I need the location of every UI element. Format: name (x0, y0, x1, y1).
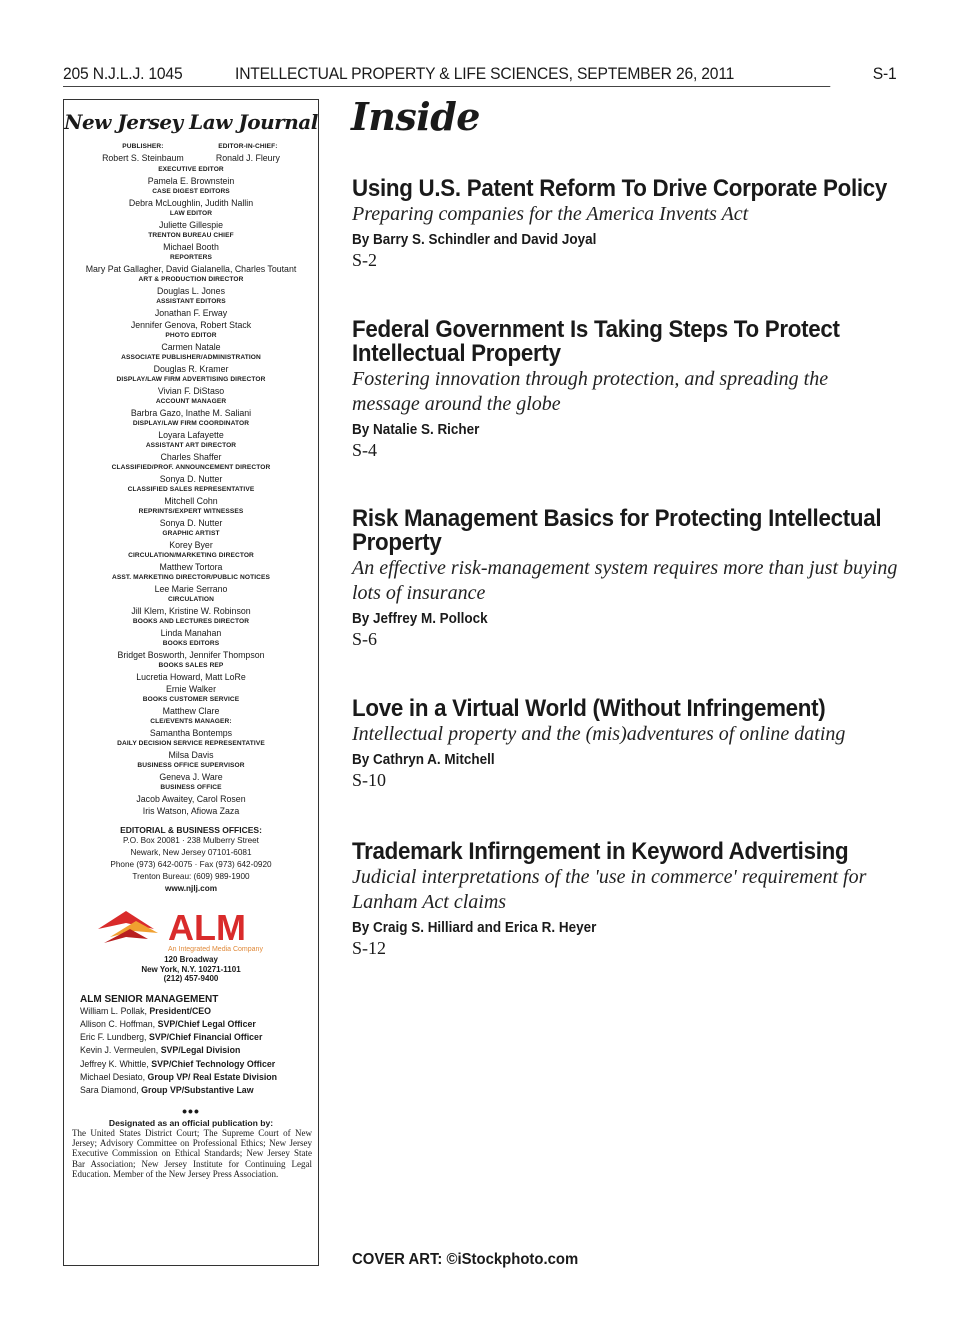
senior-manager (80, 1044, 318, 1057)
manager-title: SVP/Chief Technology Officer (151, 1058, 276, 1069)
staff-role: CLASSIFIED SALES REPRESENTATIVE (127, 486, 255, 493)
staff-names: Matthew Tortora (159, 562, 223, 572)
article-page[interactable]: S-4 (352, 440, 378, 460)
staff-names: Lucretia Howard, Matt LoRe Ernie Walker (136, 672, 246, 694)
manager-title: Group VP/ Real Estate Division (147, 1071, 278, 1082)
staff-names: Linda Manahan (160, 628, 222, 638)
staff-names: Douglas L. Jones (157, 286, 225, 296)
staff-role: PHOTO EDITOR (165, 332, 217, 339)
offices-line: Trenton Bureau: (609) 989-1900 (132, 872, 250, 881)
editor-role: EDITOR-IN-CHIEF: (218, 143, 278, 150)
staff-names: Milsa Davis (168, 750, 214, 760)
manager-name: Jeffrey K. Whittle, (80, 1058, 152, 1069)
article-title[interactable]: Risk Management Basics for Protecting Intellectual Property (352, 505, 882, 556)
staff-role: EXECUTIVE EDITOR (158, 166, 224, 173)
article-subtitle: Preparing companies for the America Invents Act (352, 203, 749, 225)
article[interactable] (352, 318, 900, 461)
senior-manager (80, 1031, 318, 1044)
article-subtitle: Intellectual property and the (mis)adventures of online dating (352, 723, 846, 745)
staff-names: Sonya D. Nutter (159, 518, 223, 528)
staff-role: REPRINTS/EXPERT WITNESSES (138, 508, 244, 515)
article-page[interactable]: S-2 (352, 250, 378, 270)
staff-names: Sonya D. Nutter (159, 474, 223, 484)
staff-role: DISPLAY/LAW FIRM COORDINATOR (132, 420, 250, 427)
alm-address-line: 120 Broadway (164, 955, 218, 964)
offices-line: P.O. Box 20081 · 238 Mulberry Street (123, 836, 259, 845)
article[interactable] (352, 507, 900, 650)
staff-names: Loyara Lafayette (158, 430, 224, 440)
staff-role: BOOKS AND LECTURES DIRECTOR (132, 618, 250, 625)
staff-role: LAW EDITOR (169, 210, 213, 217)
senior-manager (80, 1071, 318, 1084)
staff-role: TRENTON BUREAU CHIEF (148, 232, 234, 239)
article-page[interactable]: S-6 (352, 629, 378, 649)
staff-role: ASST. MARKETING DIRECTOR/PUBLIC NOTICES (111, 574, 270, 581)
article-byline: By Barry S. Schindler and David Joyal (352, 232, 597, 248)
staff-names: Bridget Bosworth, Jennifer Thompson (117, 650, 265, 660)
paper-name: New Jersey Law Journal (64, 110, 318, 134)
alm-address-line: New York, N.Y. 10271-1101 (141, 964, 241, 974)
separator: ••• (182, 1102, 200, 1119)
senior-management (64, 994, 318, 1098)
staff-role: ART & PRODUCTION DIRECTOR (138, 276, 244, 283)
staff-names: Mitchell Cohn (164, 496, 218, 506)
staff-names: Jacob Awaitey, Carol Rosen Iris Watson, Afiowa Zaza (136, 794, 246, 816)
editor-name: Ronald J. Fleury (215, 153, 280, 163)
alm-address-line: (212) 457-9400 (163, 974, 219, 983)
article-subtitle: Fostering innovation through protection, and spreading the message around the globe (352, 368, 829, 415)
staff-role: ACCOUNT MANAGER (155, 398, 227, 405)
staff-names: Charles Shaffer (160, 452, 222, 462)
alm-tagline: An Integrated Media Company (168, 946, 263, 953)
staff-role: CLASSIFIED/PROF. ANNOUNCEMENT DIRECTOR (111, 464, 271, 471)
staff-role: ASSISTANT EDITORS (156, 298, 226, 305)
article-byline: By Jeffrey M. Pollock (352, 611, 488, 627)
alm-logo-text: ALM (168, 907, 246, 948)
article[interactable] (352, 697, 900, 791)
offices (64, 825, 318, 895)
citation: 205 N.J.L.J. 1045 (63, 64, 183, 83)
staff-role: CLE/EVENTS MANAGER: (150, 718, 232, 725)
article-byline: By Cathryn A. Mitchell (352, 752, 495, 768)
alm-address (64, 955, 318, 984)
publisher-editor (64, 142, 318, 164)
article-title[interactable]: Trademark Infirngement in Keyword Advertising (352, 838, 849, 865)
offices-line: Newark, New Jersey 07101-6081 (130, 848, 252, 857)
staff-role: ASSOCIATE PUBLISHER/ADMINISTRATION (121, 354, 261, 361)
offices-line: Phone (973) 642-0075 · Fax (973) 642-0920 (110, 860, 272, 869)
manager-title: SVP/Legal Division (160, 1045, 241, 1056)
publisher-name: Robert S. Steinbaum (102, 153, 184, 163)
staff-names: Samantha Bontemps (149, 728, 233, 738)
article-page[interactable]: S-10 (352, 770, 387, 790)
staff-names: Lee Marie Serrano (154, 584, 228, 594)
staff-names: Michael Booth (163, 242, 219, 252)
manager-title: Group VP/Substantive Law (141, 1085, 254, 1096)
staff-role: CASE DIGEST EDITORS (152, 188, 230, 195)
staff-role: BUSINESS OFFICE (160, 784, 222, 791)
staff-names: Jill Klem, Kristine W. Robinson (131, 606, 251, 616)
manager-name: Allison C. Hoffman, (80, 1018, 158, 1029)
staff-role: BOOKS EDITORS (162, 640, 220, 647)
article-title[interactable]: Love in a Virtual World (Without Infringement) (352, 695, 826, 722)
staff-names: Korey Byer (169, 540, 213, 550)
staff-role: ASSISTANT ART DIRECTOR (145, 442, 237, 449)
senior-management-list (80, 1005, 318, 1098)
staff-role: BOOKS SALES REP (158, 662, 224, 669)
publisher-role: PUBLISHER: (122, 143, 164, 150)
article[interactable] (352, 840, 900, 959)
article-title[interactable]: Using U.S. Patent Reform To Drive Corporate Policy (352, 175, 888, 202)
staff-names: Carmen Natale (161, 342, 221, 352)
senior-manager (80, 1005, 318, 1018)
staff-role: BOOKS CUSTOMER SERVICE (142, 696, 240, 703)
inside-heading: Inside (351, 94, 480, 139)
staff-role: REPORTERS (170, 254, 212, 261)
article[interactable] (352, 177, 900, 271)
offices-heading: EDITORIAL & BUSINESS OFFICES: (120, 825, 262, 835)
article-subtitle: Judicial interpretations of the 'use in commerce' requirement for Lanham Act claims (352, 866, 867, 913)
manager-name: Sara Diamond, (80, 1085, 142, 1096)
article-byline: By Natalie S. Richer (352, 422, 480, 438)
manager-title: SVP/Chief Legal Officer (157, 1018, 256, 1029)
editor (216, 142, 280, 164)
manager-name: Eric F. Lundberg, (80, 1032, 149, 1043)
article-subtitle: An effective risk-management system requires more than just buying lots of insurance (352, 557, 898, 604)
article-page[interactable]: S-12 (352, 938, 387, 958)
staff-role: DISPLAY/LAW FIRM ADVERTISING DIRECTOR (116, 376, 266, 383)
manager-title: SVP/Chief Financial Officer (148, 1032, 263, 1043)
manager-name: Michael Desiato, (80, 1071, 148, 1082)
article-title[interactable]: Federal Government Is Taking Steps To Protect Intellectual Property (352, 316, 840, 367)
senior-manager (80, 1058, 318, 1071)
staff-names: Vivian F. DiStaso (157, 386, 225, 396)
staff-names: Barbra Gazo, Inathe M. Saliani (130, 408, 252, 418)
staff-role: BUSINESS OFFICE SUPERVISOR (137, 762, 245, 769)
staff-list (64, 165, 318, 817)
manager-title: President/CEO (149, 1005, 212, 1016)
senior-management-heading: ALM SENIOR MANAGEMENT (80, 993, 219, 1005)
section-title: INTELLECTUAL PROPERTY & LIFE SCIENCES, SEPTEMBER 26, 2011 (235, 64, 735, 83)
masthead (63, 99, 319, 1266)
staff-role: CIRCULATION (167, 596, 215, 603)
staff-names: Douglas R. Kramer (153, 364, 229, 374)
staff-role: CIRCULATION/MARKETING DIRECTOR (128, 552, 254, 559)
publisher (102, 142, 184, 164)
alm-logo (96, 907, 286, 953)
staff-names: Jonathan F. Erway Jennifer Genova, Robert Stack (130, 308, 252, 330)
senior-manager (80, 1084, 318, 1097)
staff-names: Pamela E. Brownstein (147, 176, 235, 186)
manager-name: Kevin J. Vermeulen, (80, 1045, 161, 1056)
staff-role: GRAPHIC ARTIST (162, 530, 220, 537)
cover-art-credit: COVER ART: ©iStockphoto.com (352, 1251, 579, 1268)
staff-names: Juliette Gillespie (158, 220, 224, 230)
staff-names: Geneva J. Ware (159, 772, 223, 782)
staff-names: Debra McLoughlin, Judith Nallin (128, 198, 254, 208)
page-header (63, 62, 897, 87)
website-link[interactable]: www.njlj.com (164, 884, 217, 893)
page-number: S-1 (872, 64, 897, 83)
staff-names: Mary Pat Gallagher, David Gialanella, Charles Toutant (85, 264, 297, 274)
designation-heading: Designated as an official publication by: (108, 1117, 274, 1128)
staff-names: Matthew Clare (162, 706, 220, 716)
staff-role: DAILY DECISION SERVICE REPRESENTATIVE (117, 740, 265, 747)
senior-manager (80, 1018, 318, 1031)
article-byline: By Craig S. Hilliard and Erica R. Heyer (352, 920, 597, 936)
manager-name: William L. Pollak, (80, 1005, 150, 1016)
designation-text: The United States District Court; The Supreme Court of New Jersey; Advisory Committee on Professional Ethics; New Jersey Executive Commission on Ethical Standards; New Jersey State Bar Association; New Jersey Institute for Continuing Legal Education. Member of the New Jersey Press Association. (72, 1127, 312, 1180)
